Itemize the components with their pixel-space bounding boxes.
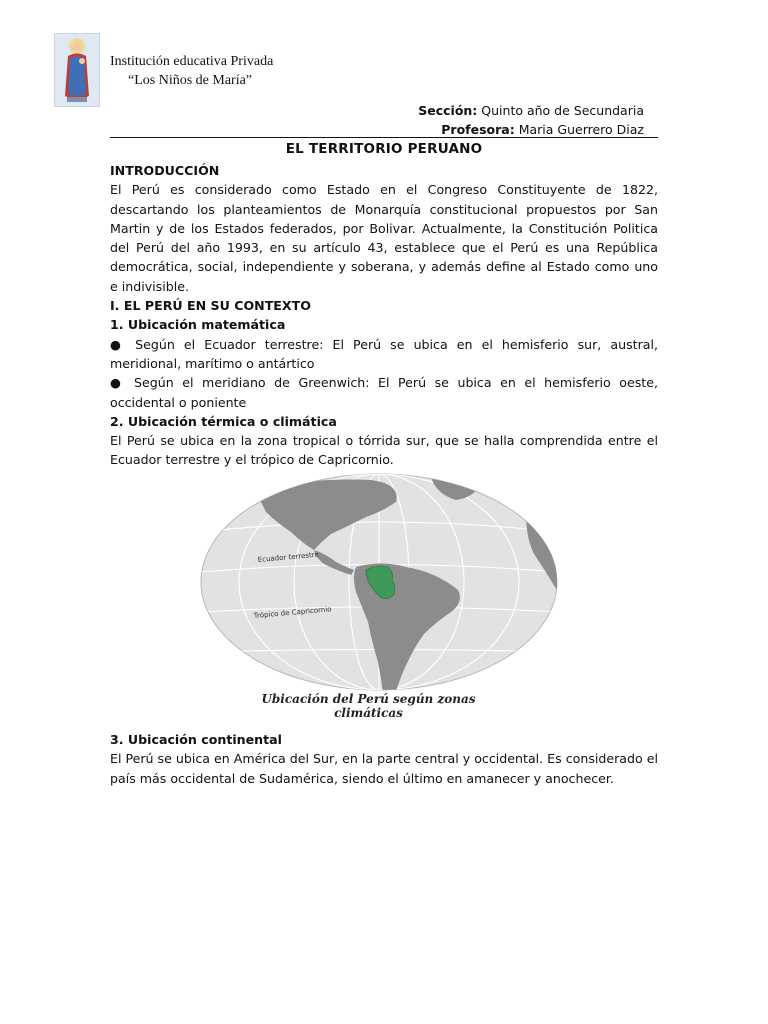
virgin-mary-icon [55, 34, 99, 106]
teacher-value: Maria Guerrero Diaz [518, 122, 644, 137]
globe-map [196, 472, 566, 702]
section-label: Sección: [418, 103, 478, 118]
map-caption-line1: Ubicación del Perú según zonas [261, 692, 476, 706]
bullet-greenwich: ● Según el meridiano de Greenwich: El Perú se ubica en el hemisferio oeste, occidental o poniente [110, 375, 658, 410]
globe-illustration [196, 472, 566, 702]
section3-text: El Perú se ubica en América del Sur, en la parte central y occidental. Es considerado el país más occidental de Sudamérica, siendo el último en amanecer y anochecer. [110, 751, 658, 786]
school-name-line2: “Los Niños de María” [128, 73, 253, 88]
teacher-label: Profesora: [441, 122, 515, 137]
bullet-ecuador: ● Según el Ecuador terrestre: El Perú se ubica en el hemisferio sur, austral, meridional, marítimo o antártico [110, 336, 658, 371]
section-line [418, 101, 644, 120]
school-name [110, 52, 273, 90]
map-caption-line2: climáticas [334, 706, 403, 720]
school-logo [54, 33, 100, 107]
sub2-heading: 2. Ubicación térmica o climática [110, 413, 337, 429]
section3-heading: 3. Ubicación continental [110, 732, 282, 747]
document-body [110, 161, 658, 470]
intro-text: El Perú es considerado como Estado en el Congreso Constituyente de 1822, descartando los planteamientos de Monarquía constitucional propuestos por San Martin y de los Estados federados, por Bolivar. Actualmente, la Constitución Politica del Perú del año 1993, en su artículo 43, establece que el Perú es una República democrática, social, independiente y soberana, y además define al Estado como uno e indivisible. [110, 182, 658, 294]
section-value: Quinto año de Secundaria [481, 103, 644, 118]
label-tropico: Trópico de Capricornio [253, 605, 332, 620]
sub1-heading: 1. Ubicación matemática [110, 317, 286, 333]
map-caption [196, 692, 541, 720]
document-title: EL TERRITORIO PERUANO [285, 141, 483, 157]
header-divider [110, 137, 658, 138]
section1-heading: I. EL PERÚ EN SU CONTEXTO [110, 298, 311, 314]
intro-heading: INTRODUCCIÓN [110, 163, 220, 178]
course-info [418, 101, 644, 139]
section3 [110, 730, 658, 788]
school-name-line1: Institución educativa Privada [110, 54, 274, 69]
sub2-text: El Perú se ubica en la zona tropical o tórrida sur, que se halla comprendida entre el Ecuador terrestre y el trópico de Capricornio. [110, 433, 658, 468]
label-ecuador: Ecuador terrestre [257, 550, 320, 564]
